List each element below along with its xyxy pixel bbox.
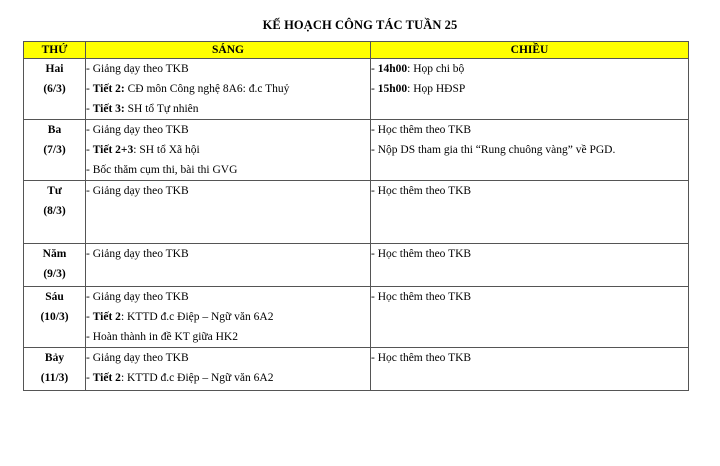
afternoon-item xyxy=(371,348,688,368)
afternoon-cell xyxy=(371,59,689,120)
morning-item xyxy=(86,368,370,388)
day-cell xyxy=(24,120,86,181)
item-text: : KTTD đ.c Điệp – Ngữ văn 6A2 xyxy=(120,311,274,323)
item-emphasis: Tiết 2: xyxy=(92,83,125,95)
morning-item xyxy=(86,181,370,201)
item-text: CĐ môn Công nghệ 8A6: đ.c Thuỷ xyxy=(124,83,290,95)
item-text: Học thêm theo TKB xyxy=(377,248,472,260)
morning-item xyxy=(86,79,370,99)
day-name: Bảy xyxy=(44,352,65,364)
day-date: (10/3) xyxy=(40,311,69,323)
item-bullet: - xyxy=(86,248,93,260)
item-bullet: - xyxy=(86,103,93,115)
day-date: (11/3) xyxy=(40,372,69,384)
item-text: : SH tổ Xã hội xyxy=(133,144,200,156)
morning-item xyxy=(86,160,370,180)
item-emphasis: 15h00 xyxy=(377,83,408,95)
day-name: Sáu xyxy=(45,291,64,303)
day-name: Hai xyxy=(45,63,64,75)
day-date: (7/3) xyxy=(43,144,66,156)
day-date: (6/3) xyxy=(43,83,66,95)
table-row xyxy=(24,120,689,181)
weekly-plan-table xyxy=(23,41,689,391)
item-bullet: - xyxy=(86,311,93,323)
item-bullet: - xyxy=(371,248,378,260)
day-name: Tư xyxy=(47,185,62,197)
afternoon-cell xyxy=(371,348,689,391)
morning-item xyxy=(86,99,370,119)
day-name: Ba xyxy=(47,124,62,136)
header-morning: SÁNG xyxy=(86,42,371,59)
item-bullet: - xyxy=(371,352,378,364)
item-bullet: - xyxy=(371,63,378,75)
table-row xyxy=(24,348,689,391)
item-bullet: - xyxy=(86,164,93,176)
afternoon-item xyxy=(371,181,688,201)
morning-item xyxy=(86,244,370,264)
morning-item xyxy=(86,287,370,307)
item-text: Nộp DS tham gia thi “Rung chuông vàng” về PGD. xyxy=(377,144,616,156)
item-bullet: - xyxy=(86,83,93,95)
item-emphasis: 14h00 xyxy=(377,63,408,75)
item-text: Giảng dạy theo TKB xyxy=(92,248,189,260)
item-text: Giảng dạy theo TKB xyxy=(92,352,189,364)
afternoon-item xyxy=(371,59,688,79)
day-name: Năm xyxy=(42,248,67,260)
item-bullet: - xyxy=(371,144,378,156)
morning-cell xyxy=(86,120,371,181)
item-text: Giảng dạy theo TKB xyxy=(92,291,189,303)
item-text: Giảng dạy theo TKB xyxy=(92,63,189,75)
item-bullet: - xyxy=(86,185,93,197)
day-cell xyxy=(24,348,86,391)
item-emphasis: Tiết 3: xyxy=(92,103,125,115)
item-text: Giảng dạy theo TKB xyxy=(92,124,189,136)
morning-cell xyxy=(86,348,371,391)
afternoon-cell xyxy=(371,181,689,244)
morning-cell xyxy=(86,181,371,244)
afternoon-item xyxy=(371,140,688,160)
item-bullet: - xyxy=(86,63,93,75)
day-cell xyxy=(24,244,86,287)
item-emphasis: Tiết 2 xyxy=(92,311,121,323)
item-bullet: - xyxy=(86,352,93,364)
morning-cell xyxy=(86,59,371,120)
afternoon-cell xyxy=(371,244,689,287)
item-text: : Họp HĐSP xyxy=(407,83,466,95)
afternoon-cell xyxy=(371,287,689,348)
item-text: Học thêm theo TKB xyxy=(377,291,472,303)
item-bullet: - xyxy=(371,185,378,197)
morning-cell xyxy=(86,287,371,348)
day-cell xyxy=(24,59,86,120)
morning-cell xyxy=(86,244,371,287)
table-row xyxy=(24,244,689,287)
item-bullet: - xyxy=(86,124,93,136)
afternoon-item xyxy=(371,79,688,99)
afternoon-item xyxy=(371,287,688,307)
item-text: Học thêm theo TKB xyxy=(377,185,472,197)
afternoon-cell xyxy=(371,120,689,181)
day-date: (8/3) xyxy=(43,205,66,217)
item-emphasis: Tiết 2+3 xyxy=(92,144,134,156)
item-bullet: - xyxy=(371,124,378,136)
item-bullet: - xyxy=(371,83,378,95)
header-afternoon: CHIỀU xyxy=(371,42,689,59)
morning-item xyxy=(86,327,370,347)
item-bullet: - xyxy=(86,144,93,156)
day-date: (9/3) xyxy=(43,268,66,280)
page-title: KẾ HOẠCH CÔNG TÁC TUẦN 25 xyxy=(262,18,458,32)
item-bullet: - xyxy=(86,291,93,303)
item-text: Giảng dạy theo TKB xyxy=(92,185,189,197)
morning-item xyxy=(86,59,370,79)
item-text: Bốc thăm cụm thi, bài thi GVG xyxy=(92,164,238,176)
table-row xyxy=(24,287,689,348)
item-text: : Họp chi bộ xyxy=(407,63,465,75)
afternoon-item xyxy=(371,120,688,140)
morning-item xyxy=(86,120,370,140)
item-text: SH tổ Tự nhiên xyxy=(124,103,199,115)
afternoon-item xyxy=(371,244,688,264)
morning-item xyxy=(86,348,370,368)
header-day: THỨ xyxy=(24,42,86,59)
day-cell xyxy=(24,287,86,348)
item-text: Học thêm theo TKB xyxy=(377,352,472,364)
item-bullet: - xyxy=(86,331,93,343)
day-cell xyxy=(24,181,86,244)
table-row xyxy=(24,181,689,244)
table-row xyxy=(24,59,689,120)
morning-item xyxy=(86,307,370,327)
item-text: Học thêm theo TKB xyxy=(377,124,472,136)
item-text: : KTTD đ.c Điệp – Ngữ văn 6A2 xyxy=(120,372,274,384)
item-text: Hoàn thành in đề KT giữa HK2 xyxy=(92,331,238,343)
item-bullet: - xyxy=(86,372,93,384)
item-emphasis: Tiết 2 xyxy=(92,372,121,384)
item-bullet: - xyxy=(371,291,378,303)
table-header-row xyxy=(24,42,689,59)
morning-item xyxy=(86,140,370,160)
